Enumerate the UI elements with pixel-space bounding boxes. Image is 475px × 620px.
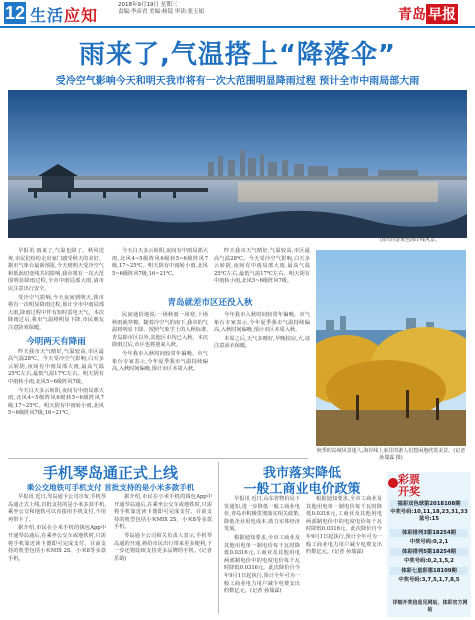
- article-column-1: [8, 248, 104, 419]
- masthead-bar: [0, 0, 475, 26]
- article-paragraph: 今年我市入秋时间较常年偏晚。市气象台专家表示,今年夏季我市气温持续偏高,入秋时间偏晚,预计市区本周入秋。: [214, 312, 310, 334]
- article-paragraph: 根据通知要求,全市工商业及其他用电单一制电价每千瓦时降低0.0316元,工商业及其他用电两部制电价中的电度电价每千瓦时降低0.0316元。此次降价自今年9月1日起执行,预计全年可为一般工商业电力用户减少电费支出约数亿元。(记者 孙瑞霖): [306, 496, 382, 556]
- newspaper-logo: 青岛 早报: [398, 4, 468, 22]
- photo-caption: 秋季的岛城风景迷人,海岸线上来往的游人们悠闲地欣赏美景。(记者 孙瑞霖 摄): [316, 448, 466, 461]
- header-rule: [0, 26, 475, 28]
- photo-caption: 国庆的金黄色海岸线风景。: [380, 237, 441, 243]
- article-title-line2: 一般工商业电价政策: [243, 482, 361, 497]
- article-paragraph: 今天白天多云转阴,夜间有中雨局部大雨,北风4~5级阵风6级转5~6级阵风7级,17~25℃。明天阴有中雨转小雨,北风5~6级阵风7级,16~21℃。: [112, 248, 208, 277]
- article-column-2: [112, 248, 208, 279]
- lottery-numbers: 中奖号码:0,2,1,5,2: [404, 558, 454, 564]
- article-paragraph: 早报讯 雨来了,气温也降了。秋风送爽,市民们纷纷走出家门感受秋天的美好。据市气象台最新预报,今天到明天受冷空气和低涡切变线共同影响,我市将有一次大范围明显降雨过程,全市中雨局部大雨,请市民注意出行安全。: [8, 248, 104, 292]
- lottery-numbers: 中奖号码:0,2,1: [409, 539, 449, 545]
- column-divider: [218, 462, 219, 614]
- article-paragraph: 琴岛通卡公司相关负责人表示,手机琴岛通的开通,将给市民出行带来更多便利,下一步还将陆续支持更多品牌的手机。(记者 乐婧): [114, 532, 212, 562]
- lottery-label: 体彩排列5第18254期: [390, 548, 468, 556]
- article-column: [306, 496, 382, 558]
- lottery-title: 彩票 开奖: [398, 473, 420, 498]
- coastline-photo: [8, 90, 467, 238]
- article-title: 手机琴岛通正式上线: [42, 464, 178, 482]
- section-subhead: 今明两天有降雨: [26, 336, 86, 347]
- article-paragraph: 今年我市入秋时间较常年偏晚。市气象台专家表示,今年夏季我市气温持续偏高,入秋时间偏晚,预计市区本周入秋。: [112, 350, 208, 373]
- issue-date: 2018年9月19日 星期三: [118, 2, 178, 8]
- article-column-3: [112, 312, 208, 375]
- issue-info: [118, 2, 204, 16]
- article-paragraph: 据介绍,市民在小米手机的钱包App中开通琴岛通后,在乘坐公交车或地铁时,只需将手机靠近读卡器即可完成支付。目前支持的机型包括小米MIX 2S、小米8等多款手机。: [8, 525, 106, 562]
- lottery-label: 体彩排列3第18254期: [390, 529, 468, 537]
- article-title: 我市落实降低: [262, 466, 341, 481]
- article-paragraph: 根据通知要求,全市工商业及其他用电单一制电价每千瓦时降低0.0316元,工商业及其他用电两部制电价中的电度电价每千瓦时降低0.0316元。此次降价自今年9月1日起执行,预计全年可为一般工商业电力用户减少电费支出约数亿元。(记者 孙瑞霖): [224, 534, 300, 595]
- section-title: 生活应知: [30, 6, 99, 25]
- lottery-note: 详细开奖信息见网站、体彩官方网站: [392, 600, 468, 613]
- article-paragraph: 民间通俗地说:一场秋雨一场寒,十场秋雨就穿棉。随着冷空气的南下,我市的气温将明显下降。按照气象学上的入秋标准,青岛除市区以外,其他区市均已入秋。本次降雨过后,市区也将迎来入秋。: [112, 312, 208, 349]
- lottery-numbers: 中奖号码:10,11,18,23,31,33 蓝号:15: [390, 509, 468, 522]
- main-subheadline: 受冷空气影响今天和明天我市将有一次大范围明显降雨过程 预计全市中雨局部大雨: [55, 76, 420, 87]
- article-paragraph: 早报讯 近日,琴岛通卡公司宣布,手机琴岛通正式上线,首批支持的是小米多款手机,乘坐公交和地铁可以直接用手机支付,不用再带卡了。: [8, 494, 106, 523]
- article-paragraph: 据介绍,市民在小米手机的钱包App中开通琴岛通后,在乘坐公交车或地铁时,只需将手机靠近读卡器即可完成支付。目前支持的机型包括小米MIX 2S、小米8等多款手机。: [114, 494, 212, 531]
- editor-line: 责编:李彦君 美编:杨镜 审读:张玉娟: [118, 9, 205, 15]
- article-paragraph: 受冷空气影响,今天夜间到明天,我市将有一次明显降雨过程,预计全市中雨局部大雨,降雨过程中伴有短时雷电天气。本次降雨过后,我市气温将明显下降,市民朋友注意防寒保暖。: [8, 294, 104, 331]
- article-column: [114, 494, 212, 564]
- article-paragraph: 今天白天多云转阴,夜间有中雨局部大雨,北风4~5级阵风6级转5~6级阵风7级,17~25℃。明天阴有中雨转小雨,北风5~6级阵风7级,16~21℃。: [8, 387, 104, 417]
- lottery-numbers: 中奖号码:3,7,5,1,7,8,5: [398, 577, 460, 583]
- main-headline: 雨来了,气温搭上“降落伞”: [78, 40, 397, 70]
- article-paragraph: 早报讯 近日,山东省物价局下发通知,进一步降低一般工商业电价,青岛市积极贯彻落实相关政策,降低企业用电成本,助力实体经济发展。: [224, 496, 300, 533]
- article-paragraph: 昨天我市天气晴好,气温较高,市区最高气温28℃。今天受冷空气影响,白天多云转阴,夜间有中雨局部大雨,最高气温25℃左右,最低气温17℃左右。明天阴有中雨转小雨,北风5~6级阵风7级。: [8, 348, 104, 385]
- article-subtitle: 乘公交地铁可手机支付 首批支持的是小米多款手机: [26, 483, 195, 492]
- article-column: [224, 496, 300, 597]
- coast-trees-photo: [316, 250, 466, 446]
- section-subhead: 青岛就差市区还没入秋: [167, 298, 253, 308]
- article-column: [8, 494, 106, 564]
- article-column-5: [214, 248, 310, 287]
- article-paragraph: 昨天我市天气晴好,气温较高,市区最高气温28℃。今天受冷空气影响,白天多云转阴,夜间有中雨局部大雨,最高气温25℃左右,最低气温17℃左右。明天阴有中雨转小雨,北风5~6级阵风7级。: [214, 248, 310, 285]
- lottery-label: 福彩双色球第2018108期: [390, 500, 468, 508]
- section-divider: [8, 458, 308, 459]
- lottery-label: 体彩七星彩第18109期: [390, 567, 468, 575]
- lottery-icon: [388, 478, 398, 488]
- article-paragraph: 本周之后,天气多晴好,早晚较凉,大,请注意添衣保暖。: [214, 335, 310, 350]
- page-number: 12: [4, 3, 26, 23]
- article-column-4: [214, 312, 310, 352]
